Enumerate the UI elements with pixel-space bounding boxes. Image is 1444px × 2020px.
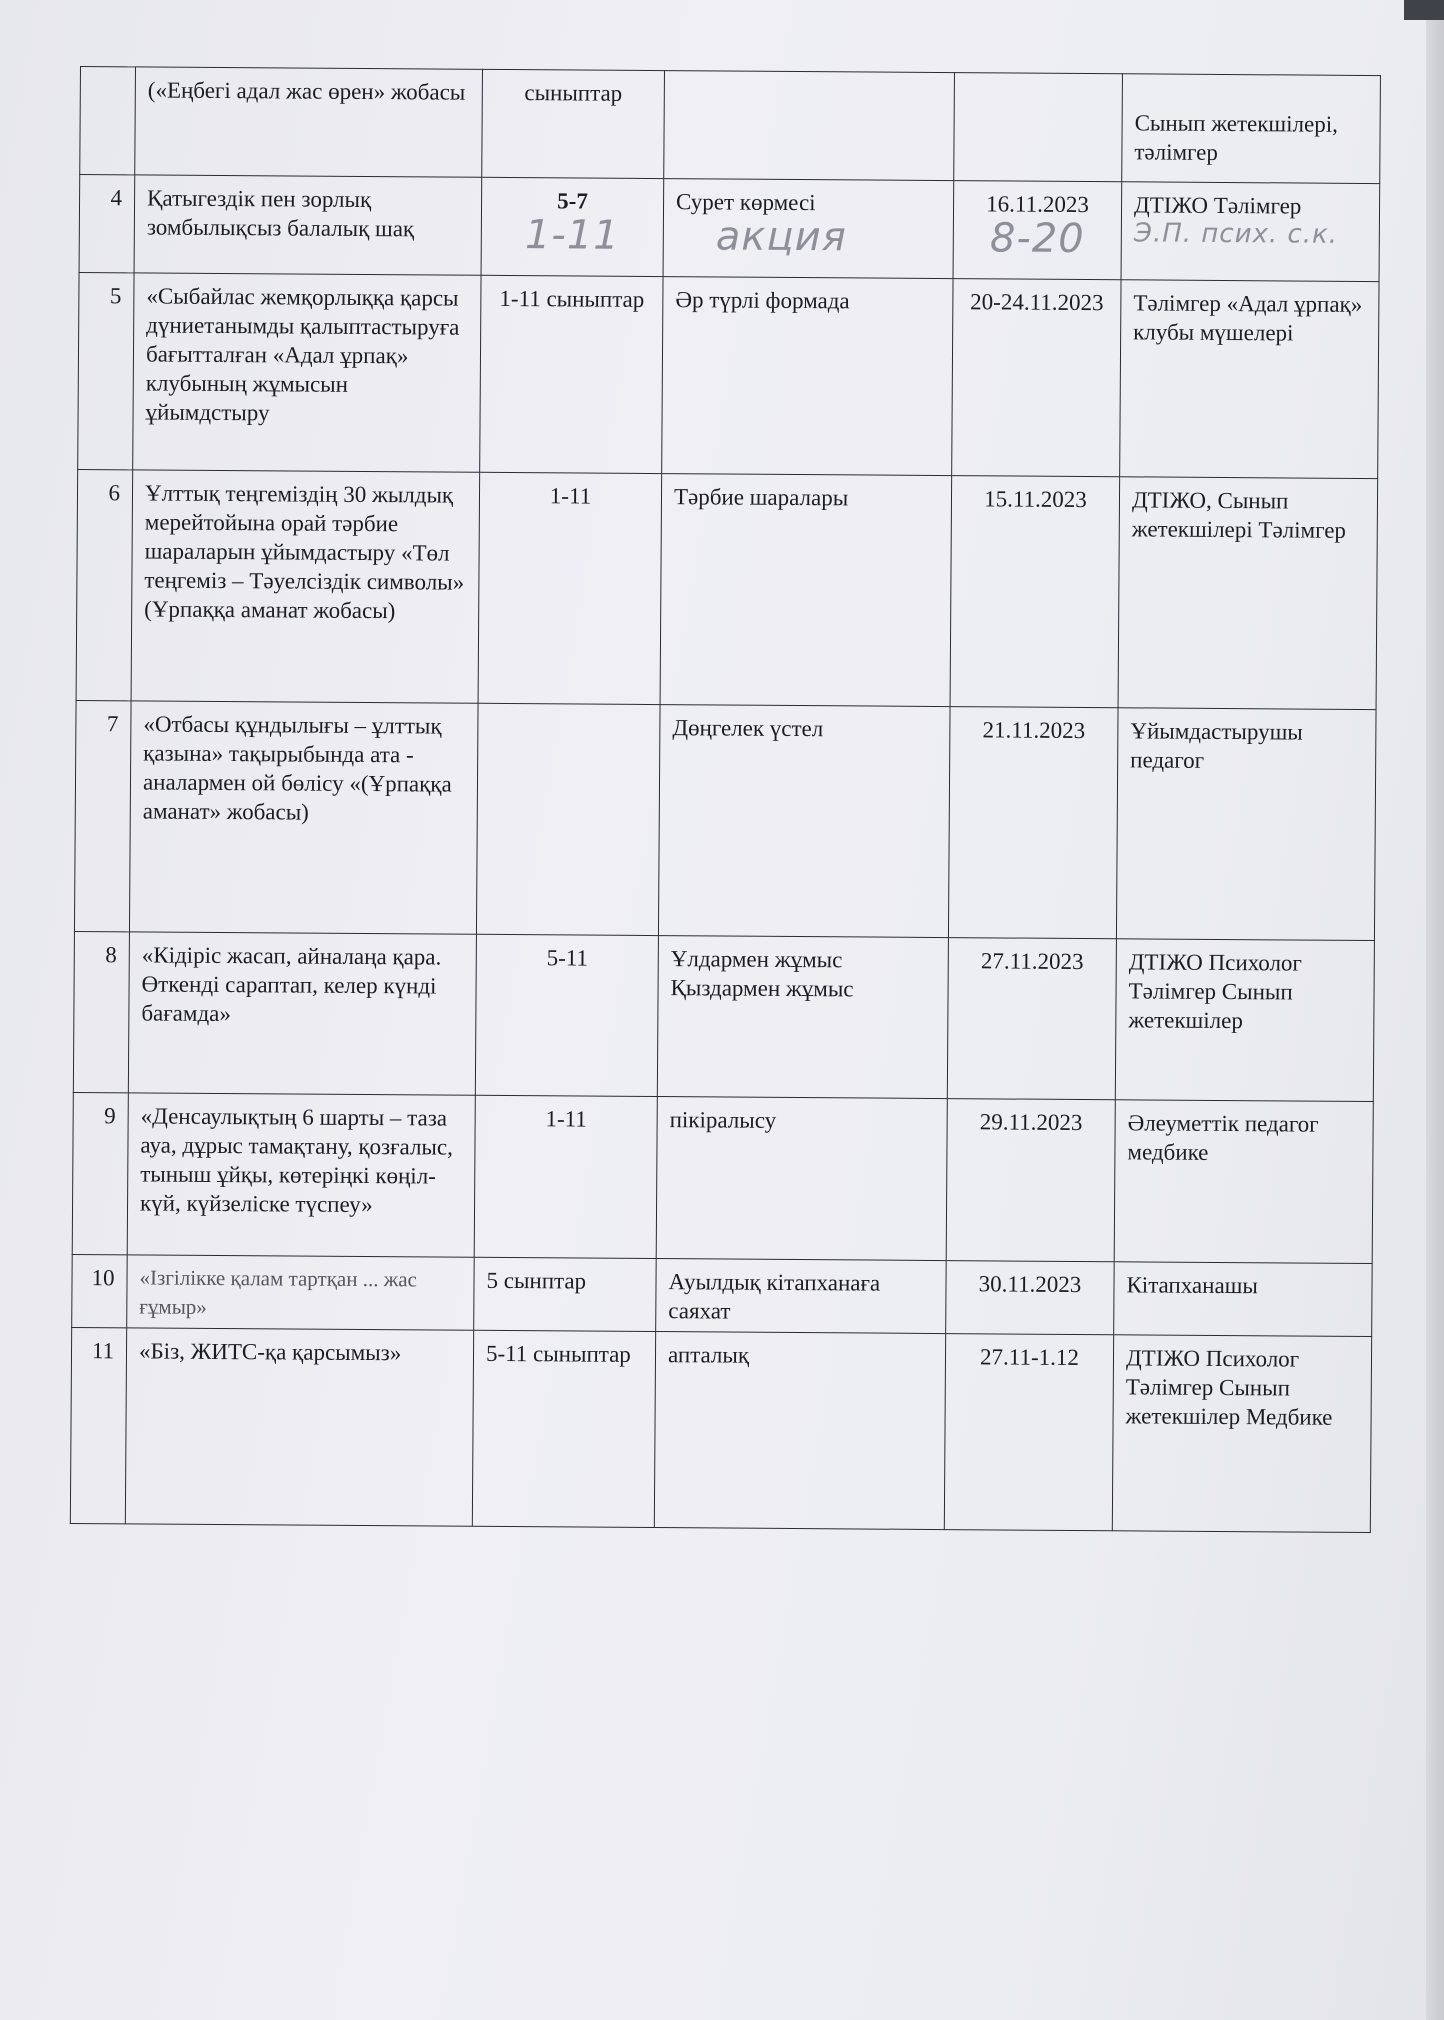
date-text: 20-24.11.2023 (970, 289, 1104, 316)
responsible-cell (1122, 74, 1381, 184)
form-text: Әр түрлі формада (675, 287, 850, 314)
form-text: пікіралысу (669, 1107, 777, 1133)
date-text: 15.11.2023 (984, 486, 1087, 513)
responsible-cell (1121, 182, 1380, 282)
date-cell (950, 476, 1120, 708)
form-cell (656, 1097, 947, 1261)
event-title: «Кідіріс жасап, айналаңа қара. Өткенді сараптап, келер күнді бағамда» (128, 932, 476, 1095)
row-number: 11 (70, 1327, 126, 1523)
classes-text: 1-11 сыныптар (499, 285, 645, 312)
handwritten-responsible-note: Э.П. псих. с.к. (1133, 218, 1339, 250)
responsible-text: ДТІЖО Психолог Тәлімгер Сынып жетекшілер (1128, 949, 1303, 1034)
table-row (73, 931, 1374, 1101)
classes-cell (478, 472, 662, 704)
responsible-cell (1120, 280, 1379, 479)
form-cell (656, 1259, 947, 1334)
form-text: Ұлдармен жұмыс Қыздармен жұмыс (670, 946, 854, 1002)
table-row (70, 1327, 1371, 1532)
date-cell (948, 707, 1118, 939)
responsible-text: ДТІЖО Тәлімгер (1133, 192, 1302, 219)
responsible-text: ДТІЖО Психолог Тәлімгер Сынып жетекшілер Медбике (1125, 1345, 1333, 1430)
form-text: Сурет көрмесі (675, 189, 816, 216)
event-title: «Біз, ЖИТС-қа қарсымыз» (125, 1328, 473, 1526)
responsible-cell (1112, 1335, 1371, 1533)
responsible-cell (1118, 477, 1378, 710)
form-cell (657, 936, 948, 1099)
classes-cell (474, 1257, 657, 1331)
classes-text: сыныптар (524, 80, 623, 106)
table-row (80, 67, 1381, 184)
responsible-cell (1116, 708, 1376, 941)
event-title: Қатыгездік пен зорлық зомбылықсыз балалық шақ (134, 175, 482, 275)
classes-cell (481, 177, 664, 276)
classes-cell (472, 1330, 655, 1527)
classes-text: 1-11 (549, 483, 592, 509)
form-cell (654, 1332, 945, 1530)
classes-text: 5-11 (546, 945, 589, 971)
responsible-text: Әлеуметтік педагог медбике (1127, 1110, 1319, 1165)
responsible-cell (1114, 1100, 1373, 1264)
date-text: 27.11-1.12 (980, 1344, 1080, 1371)
responsible-text: ДТІЖО, Сынып жетекшілері Тәлімгер (1131, 487, 1347, 543)
table-row (72, 1254, 1372, 1336)
classes-cell (474, 1095, 657, 1258)
form-text: Дөңгелек үстел (672, 715, 824, 742)
date-cell (952, 279, 1121, 477)
form-cell (658, 705, 950, 938)
form-cell (664, 71, 955, 181)
responsible-text: Сынып жетекшілері, тәлімгер (1134, 110, 1338, 165)
row-number: 9 (72, 1092, 128, 1254)
row-number: 8 (73, 931, 129, 1092)
row-number: 7 (74, 700, 131, 931)
date-text: 21.11.2023 (982, 717, 1086, 744)
classes-text: 5-11 сыныптар (485, 1340, 631, 1367)
classes-cell (482, 69, 665, 178)
form-text: Ауылдық кітапханаға саяхат (668, 1269, 881, 1324)
date-cell (953, 181, 1122, 280)
row-number: 4 (79, 175, 135, 273)
date-cell (954, 73, 1123, 182)
date-text: 27.11.2023 (980, 948, 1084, 975)
form-cell (662, 277, 953, 476)
form-text: апталық (667, 1342, 750, 1368)
form-cell (663, 179, 954, 279)
handwritten-classes-note: 1-11 (524, 212, 620, 259)
classes-cell (476, 703, 660, 935)
event-title: «Сыбайлас жемқорлыққа қарсы дүниетанымды қалыптастыруға бағытталған «Адал ұрпақ» клубының жұмысын ұйымдстыру (133, 273, 481, 472)
table-row (79, 175, 1380, 282)
row-number: 10 (72, 1254, 128, 1327)
row-number (80, 67, 136, 175)
date-cell (946, 1099, 1115, 1262)
table-row (72, 1092, 1373, 1263)
responsible-cell (1114, 1262, 1373, 1337)
date-cell (947, 938, 1116, 1100)
event-title: «Денсаулықтың 6 шарты – таза ауа, дұрыс тамақтану, қозғалыс, тыныш ұйқы, көтеріңкі көңіл- күй, күйзеліске түспеу» (127, 1093, 475, 1257)
classes-text: 5 сынптар (486, 1267, 587, 1294)
event-title: («Еңбегі адал жас өрен» жобасы (135, 67, 483, 177)
paper-edge (1426, 0, 1444, 2020)
handwritten-date-note: 8-20 (989, 215, 1085, 263)
row-number: 5 (78, 272, 134, 469)
table-row (74, 700, 1376, 940)
row-number: 6 (76, 469, 133, 700)
handwritten-form-note: акция (715, 213, 847, 261)
responsible-text: Ұйымдастырушы педагог (1130, 718, 1303, 773)
date-text: 16.11.2023 (986, 191, 1089, 218)
form-cell (660, 474, 952, 707)
responsible-cell (1115, 939, 1374, 1102)
table-row (76, 469, 1378, 709)
date-cell (944, 1334, 1113, 1531)
classes-cell (480, 275, 663, 473)
responsible-text: Тәлімгер «Адал ұрпақ» клубы мүшелері (1133, 290, 1363, 346)
event-plan-table (70, 66, 1381, 1533)
date-text: 30.11.2023 (978, 1271, 1082, 1298)
classes-text: 1-11 (545, 1106, 587, 1132)
responsible-text: Кітапханашы (1126, 1272, 1258, 1299)
classes-cell (475, 934, 658, 1096)
form-text: Тәрбие шаралары (673, 484, 849, 511)
event-title: Ұлттық теңгеміздің 30 жылдық мерейтойына орай тәрбие шараларын ұйымдастыру «Төл теңгеміз – Тәуелсіздік символы» (Ұрпаққа аманат жобасы) (131, 470, 480, 703)
event-title: «Отбасы құндылығы – ұлттық қазына» тақырыбында ата - аналармен ой бөлісу «(Ұрпаққа аманат» жобасы) (129, 701, 478, 934)
event-title: «Ізгілікке қалам тартқан ... жас ғұмыр» (127, 1255, 475, 1330)
date-text: 29.11.2023 (979, 1109, 1083, 1136)
background-corner (1404, 0, 1444, 20)
date-cell (946, 1261, 1115, 1335)
table-row (78, 272, 1379, 478)
classes-text: 5-7 (557, 188, 588, 214)
